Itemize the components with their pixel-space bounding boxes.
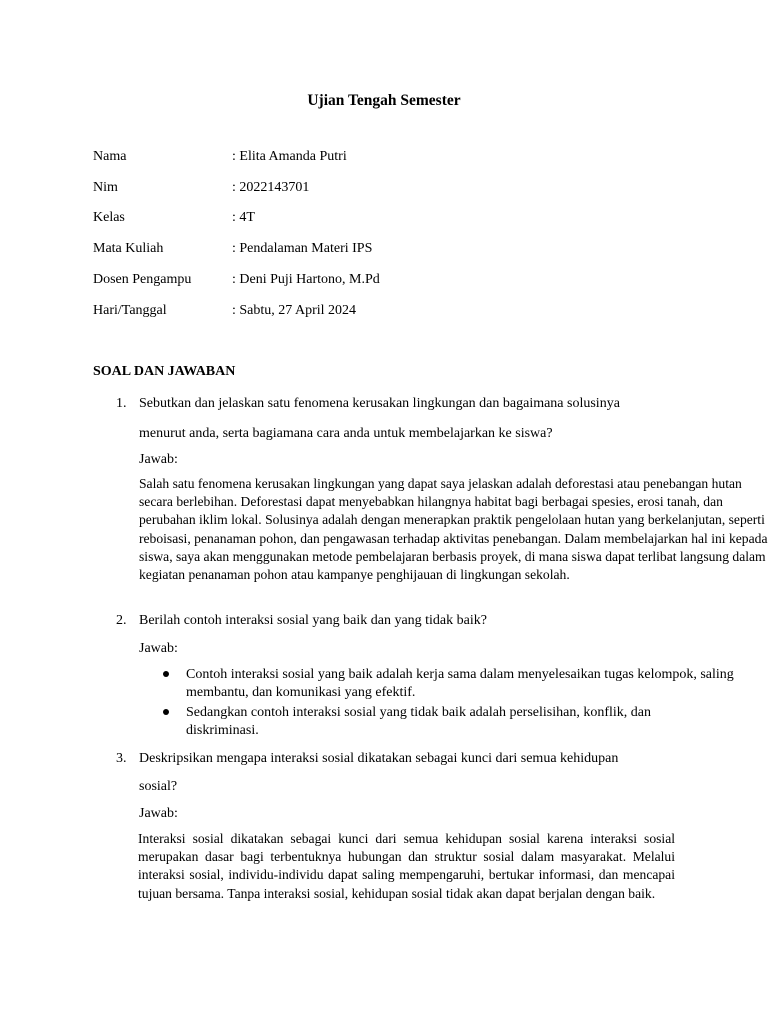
info-label: Nama xyxy=(93,149,127,164)
question-number: 1. xyxy=(116,396,127,411)
question-text: Berilah contoh interaksi sosial yang baik dan yang tidak baik? xyxy=(139,613,487,628)
bullet-icon xyxy=(163,671,169,677)
info-value: : 2022143701 xyxy=(232,180,310,195)
info-value: : 4T xyxy=(232,210,255,225)
bullet-text: Sedangkan contoh interaksi sosial yang tidak baik adalah perselisihan, konflik, dan diskriminasi. xyxy=(186,705,651,739)
answer-label: Jawab: xyxy=(139,641,178,656)
question-text: Deskripsikan mengapa interaksi sosial dikatakan sebagai kunci dari semua kehidupan xyxy=(139,751,619,766)
info-value: : Elita Amanda Putri xyxy=(232,149,347,164)
answer-label: Jawab: xyxy=(139,806,178,821)
question-text: sosial? xyxy=(139,779,178,794)
info-label: Hari/Tanggal xyxy=(93,303,167,318)
question-number: 3. xyxy=(116,751,127,766)
info-value: : Sabtu, 27 April 2024 xyxy=(232,303,357,318)
info-value: : Deni Puji Hartono, M.Pd xyxy=(232,272,380,287)
question-text: menurut anda, serta bagiamana cara anda untuk membelajarkan ke siswa? xyxy=(139,426,553,441)
info-label: Nim xyxy=(93,180,118,195)
page-title: Ujian Tengah Semester xyxy=(307,92,461,109)
info-value: : Pendalaman Materi IPS xyxy=(232,241,373,256)
answer-text: Salah satu fenomena kerusakan lingkungan yang dapat saya jelaskan adalah deforestasi atau penebangan hutan secara berlebihan. Deforestasi dapat menyebabkan hilangnya habitat bagi berbagai spesies, erosi tanah, dan perubahan iklim lokal. Solusinya adalah dengan menerapkan praktik pengelolaan hutan yang berkelanjutan, seperti reboisasi, penanaman pohon, dan pengawasan terhadap aktivitas penebangan. Dalam membelajarkan hal ini kepada siswa, saya akan menggunakan metode pembelajaran berbasis proyek, di mana siswa dapat terlibat langsung dalam kegiatan penanaman pohon atau kampanye penghijauan di lingkungan sekolah. xyxy=(139,476,768,583)
answer-label: Jawab: xyxy=(139,452,178,467)
answer-text: Interaksi sosial dikatakan sebagai kunci dari semua kehidupan sosial karena interaksi sosial merupakan dasar bagi terbentuknya hubungan dan struktur sosial dalam masyarakat. Melalui interaksi sosial, individu-individu dapat saling mempengaruhi, bertukar informasi, dan mencapai tujuan bersama. Tanpa interaksi sosial, kehidupan sosial tidak akan dapat berjalan dengan baik. xyxy=(138,831,675,901)
info-label: Dosen Pengampu xyxy=(93,272,192,287)
bullet-text: Contoh interaksi sosial yang baik adalah kerja sama dalam menyelesaikan tugas kelompok, saling membantu, dan komunikasi yang efektif. xyxy=(186,667,734,701)
info-label: Mata Kuliah xyxy=(93,241,164,256)
question-text: Sebutkan dan jelaskan satu fenomena kerusakan lingkungan dan bagaimana solusinya xyxy=(139,396,620,411)
question-number: 2. xyxy=(116,613,127,628)
bullet-icon xyxy=(163,709,169,715)
section-title: SOAL DAN JAWABAN xyxy=(93,364,236,379)
info-label: Kelas xyxy=(93,210,125,225)
